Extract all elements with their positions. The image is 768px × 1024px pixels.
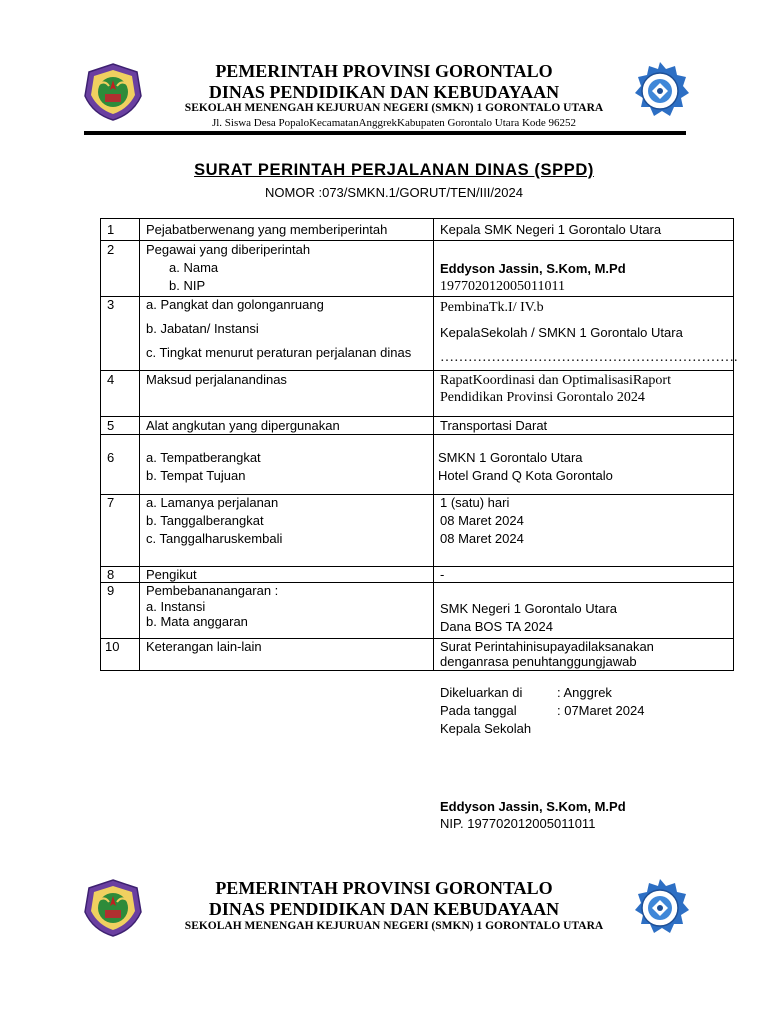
document-number: NOMOR :073/SMKN.1/GORUT/TEN/III/2024 xyxy=(265,185,523,200)
row-value-c: ………………………………………………………. xyxy=(440,350,738,365)
row-value-a: PembinaTk.I/ IV.b xyxy=(440,300,544,315)
row-number: 2 xyxy=(107,242,115,257)
row-value: Transportasi Darat xyxy=(440,418,548,433)
row-sub-b: b. Jabatan/ Instansi xyxy=(146,321,259,336)
row-sub-a: a. Tempatberangkat xyxy=(146,450,261,465)
row-value-b: 08 Maret 2024 xyxy=(440,513,524,528)
row-value-b: KepalaSekolah / SMKN 1 Gorontalo Utara xyxy=(440,325,683,340)
letterhead-rule xyxy=(84,131,686,135)
gov-heading: PEMERINTAH PROVINSI GORONTALO xyxy=(215,61,553,81)
issued-date-label: Pada tanggal xyxy=(440,703,517,718)
row-sub-a: a. Nama xyxy=(169,260,219,275)
row-value-a: SMK Negeri 1 Gorontalo Utara xyxy=(440,601,618,616)
row-value-a: SMKN 1 Gorontalo Utara xyxy=(438,450,583,465)
school-address: Jl. Siswa Desa PopaloKecamatanAnggrekKabupaten Gorontalo Utara Kode 96252 xyxy=(211,117,577,129)
row-number: 8 xyxy=(107,567,115,582)
row-number: 1 xyxy=(107,222,115,237)
row-value-line-2: Pendidikan Provinsi Gorontalo 2024 xyxy=(440,390,645,405)
row-value-b: Hotel Grand Q Kota Gorontalo xyxy=(438,468,613,483)
row-sub-a: a. Lamanya perjalanan xyxy=(146,495,279,510)
row-sub-c: c. Tanggalharuskembali xyxy=(146,531,283,546)
row-label: Alat angkutan yang dipergunakan xyxy=(146,418,340,433)
document-title: SURAT PERINTAH PERJALANAN DINAS (SPPD) xyxy=(194,161,594,179)
issued-place-value: : Anggrek xyxy=(557,685,612,700)
row-value-a: 1 (satu) hari xyxy=(440,495,510,510)
row-label: Pegawai yang diberiperintah xyxy=(146,242,311,257)
row-sub-b: b. Tempat Tujuan xyxy=(146,468,246,483)
row-sub-a: a. Pangkat dan golonganruang xyxy=(146,297,324,312)
row-value-line-1: Surat Perintahinisupayadilaksanakan xyxy=(440,639,654,654)
school-heading: SEKOLAH MENENGAH KEJURUAN NEGERI (SMKN) 1 GORONTALO UTARA xyxy=(184,102,604,114)
employee-nip: 197702012005011011 xyxy=(440,279,565,294)
gov-heading: PEMERINTAH PROVINSI GORONTALO xyxy=(215,878,553,898)
row-number: 7 xyxy=(107,495,115,510)
row-number: 3 xyxy=(107,297,115,312)
school-emblem-right xyxy=(630,878,690,938)
row-sub-b: b. Tanggalberangkat xyxy=(146,513,264,528)
row-sub-a: a. Instansi xyxy=(146,599,206,614)
row-value-b: Dana BOS TA 2024 xyxy=(440,619,553,634)
row-number: 4 xyxy=(107,372,115,387)
row-value-c: 08 Maret 2024 xyxy=(440,531,524,546)
row-value: - xyxy=(440,567,445,582)
row-label: Pengikut xyxy=(146,567,197,582)
signer-name: Eddyson Jassin, S.Kom, M.Pd xyxy=(440,799,626,814)
row-label: Pejabatberwenang yang memberiperintah xyxy=(146,222,388,237)
row-number: 9 xyxy=(107,583,115,598)
row-sub-c: c. Tingkat menurut peraturan perjalanan dinas xyxy=(146,345,412,360)
dept-heading: DINAS PENDIDIKAN DAN KEBUDAYAAN xyxy=(208,899,560,919)
row-number: 5 xyxy=(107,418,115,433)
row-sub-b: b. NIP xyxy=(169,278,206,293)
issued-place-label: Dikeluarkan di xyxy=(440,685,523,700)
row-label: Pembebananangaran : xyxy=(146,583,279,598)
row-value: Kepala SMK Negeri 1 Gorontalo Utara xyxy=(440,222,662,237)
dept-heading: DINAS PENDIDIKAN DAN KEBUDAYAAN xyxy=(208,82,560,102)
school-heading: SEKOLAH MENENGAH KEJURUAN NEGERI (SMKN) 1 GORONTALO UTARA xyxy=(184,920,604,932)
row-label: Keterangan lain-lain xyxy=(146,639,262,654)
signer-role: Kepala Sekolah xyxy=(440,721,532,736)
signer-nip: NIP. 197702012005011011 xyxy=(440,816,596,831)
row-value-line-2: denganrasa penuhtanggungjawab xyxy=(440,654,637,669)
school-emblem-right xyxy=(630,61,690,121)
row-value-line-1: RapatKoordinasi dan OptimalisasiRaport xyxy=(440,373,671,388)
row-number: 6 xyxy=(107,450,115,465)
issued-date-value: : 07Maret 2024 xyxy=(557,703,645,718)
employee-name: Eddyson Jassin, S.Kom, M.Pd xyxy=(440,261,626,276)
row-number: 10 xyxy=(105,639,120,654)
row-label: Maksud perjalanandinas xyxy=(146,372,287,387)
row-sub-b: b. Mata anggaran xyxy=(146,614,248,629)
